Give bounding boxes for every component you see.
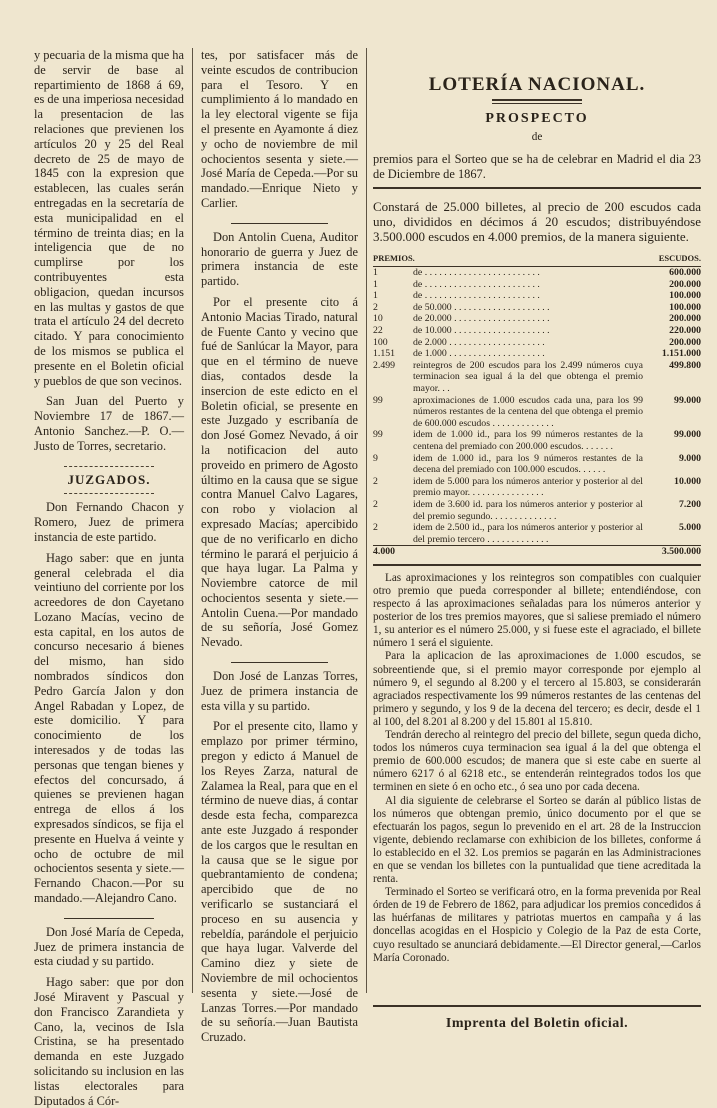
prize-row (373, 476, 701, 499)
prize-description: de 2.000 . . . . . . . . . . . . . . . . . . . . (413, 336, 545, 348)
prize-amount: 5.000 (678, 522, 701, 534)
prize-amount: 99.000 (674, 394, 701, 406)
prize-description: de . . . . . . . . . . . . . . . . . . . . . . . . (413, 267, 540, 279)
prize-row (373, 348, 701, 360)
col2-paragraph-1: tes, por satisfacer más de veinte escudos de contribucion para el Tesoro. Y en cumplimiento á lo mandado en la ley electoral vigente se fija el presente en Ayamonte á diez y ocho de noviembre de mil ochocientos sesenta y siete.—José María de Cepeda.—Por su mandado.—Enrique Nieto y Carlier. (201, 48, 358, 210)
prize-description: de 20.000 . . . . . . . . . . . . . . . . . . . . (413, 313, 550, 325)
prize-description: de . . . . . . . . . . . . . . . . . . . . . . . . (413, 278, 540, 290)
col1-paragraph-5: Hago saber: que por don José Miravent y Pascual y don Francisco Zarandieta y Cano, la, vecinos de Isla Cristina, se ha presentado demanda en este Juzgado solicitando su inclusion en las listas electorales para Diputados á Cór- (34, 975, 184, 1108)
prize-quantity: 1 (373, 267, 378, 279)
prize-quantity: 22 (373, 325, 383, 337)
separator-dashed (64, 466, 154, 467)
prize-quantity: 2 (373, 475, 378, 487)
prize-row (373, 267, 701, 279)
prize-amount: 1.151.000 (661, 348, 701, 360)
prize-row (373, 395, 701, 430)
prize-description: de . . . . . . . . . . . . . . . . . . . . . . . . (413, 290, 540, 302)
prize-amount: 100.000 (669, 290, 701, 302)
col3-paragraph-3: Tendrán derecho al reintegro del precio del billete, segun queda dicho, todos los números cuya terminacion sea igual á la del que obtenga el premio de 600.000 escudos; de manera que si este cabe en suerte al número 6217 ó al 6218 etc., se entenderán reintegrados todos los que terminen en siete ó en ocho etc., ó sea uno por cada decena. (373, 729, 701, 794)
prize-quantity: 9 (373, 452, 378, 464)
prize-row (373, 499, 701, 522)
col2-paragraph-4: Don José de Lanzas Torres, Juez de primera instancia de esta villa y su partido. (201, 669, 358, 713)
prize-amount: 499.800 (669, 359, 701, 371)
separator-line (373, 564, 701, 566)
col2-paragraph-5: Por el presente cito, llamo y emplazo por primer término, pregon y edicto á Manuel de los Reyes Zarza, natural de Zalamea la Real, para que en el término de nueve dias, á contar desde esta fecha, comparezca ante este Juzgado á responder de los cargos que le resultan en la causa que se le sigue por quebrantamiento de condena; apercibido que de no verificarlo se sustanciará el proceso en su ausencia y rebeldía, parándole el perjuicio que haya lugar. Valverde del Camino diez y siete de Noviembre de mil ochocientos sesenta y siete.—José de Lanzas Torres.—Por mandado de su señoría.—Juan Bautista Cruzado. (201, 719, 358, 1045)
col1-paragraph-2: Don Fernando Chacon y Romero, Juez de primera instancia de este partido. (34, 500, 184, 544)
lottery-title: LOTERÍA NACIONAL. (428, 74, 646, 95)
col3-paragraph-4: Al dia siguiente de celebrarse el Sorteo se darán al público listas de los números que obtengan premio, único documento por el que se efectuarán los pagos, segun lo prevenido en el art. 28 de la Instruccion vigente, debiendo reclamarse con exhibicion de los billetes, conforme á lo establecido en el 32. Los premios se pagarán en las Administraciones en que se vendan los billetes con la puntualidad que tiene acreditada la renta. (373, 794, 701, 886)
prize-amount: 220.000 (669, 325, 701, 337)
prize-total-quantity: 4.000 (373, 546, 413, 558)
prospectus-de: de (531, 131, 543, 144)
col1-paragraph-3: Hago saber: que en junta general celebrada el dia veintiuno del corriente por los acreedores de don Cayetano Lozano Macías, vecino de esta capital, en los autos de concurso necesario á bienes del mismo, han sido nombrados síndicos don Pedro García Jalon y don Angel Rabadan y Lopez, de este domicilio. Y para conocimiento de los interesados y de todas las personas que tengan bienes y efectos del concursado, á quienes se previenen hagan entrega de ellos á los expresados síndicos, se fija el presente en Huelva á veinte y ocho de octubre de mil ochocientos sesenta y siete.—Fernando Chacon.—Por su mandado.—Alejandro Cano. (34, 550, 184, 906)
prize-description: idem de 3.600 id. para los números anterior y posterior al del premio segundo. . . . . . . . . . . . . . (413, 498, 643, 522)
prize-quantity: 2 (373, 301, 378, 313)
prize-amount: 9.000 (678, 452, 701, 464)
prize-table-header-escudos: ESCUDOS. (643, 252, 701, 266)
prospectus-heading: PROSPECTO (485, 111, 589, 127)
prize-total-amount: 3.500.000 (643, 546, 701, 558)
separator-dashed (64, 493, 154, 494)
prize-amount: 600.000 (669, 267, 701, 279)
separator-line (64, 918, 154, 919)
prize-row (373, 302, 701, 314)
prize-description: de 50.000 . . . . . . . . . . . . . . . . . . . . (413, 301, 550, 313)
column-2 (201, 48, 358, 1045)
prospectus-lead: premios para el Sorteo que se ha de celebrar en Madrid el dia 23 de Diciembre de 1867. (373, 152, 701, 181)
prize-quantity: 99 (373, 429, 383, 441)
prize-row (373, 522, 701, 546)
separator-line (231, 662, 328, 663)
prize-amount: 10.000 (674, 475, 701, 487)
prize-quantity: 2 (373, 498, 378, 510)
prize-quantity: 1 (373, 278, 378, 290)
section-heading-juzgados: JUZGADOS. (67, 471, 151, 487)
prize-quantity: 100 (373, 336, 388, 348)
prize-row (373, 453, 701, 476)
prize-row (373, 360, 701, 395)
prize-amount: 200.000 (669, 278, 701, 290)
prize-row (373, 429, 701, 452)
prize-row (373, 290, 701, 302)
col3-paragraph-2: Para la aplicacion de las aproximaciones de 1.000 escudos, se sobreentiende que, si el premio mayor corresponde por ejemplo al número 9, el segundo al 8.200 y el tercero al 15.803, se considerarán agraciados respectivamente los 99 números restantes de las centenas del primero y segundo, y los 9 de la decena del tercero; es decir, desde el 1 al 100, del 8.201 al 8.200 y del 15.801 al 15.810. (373, 650, 701, 728)
prize-amount: 100.000 (669, 301, 701, 313)
prize-row (373, 337, 701, 349)
prize-description: idem de 1.000 id., para los 9 números restantes de la decena del premiado con 100.000 escudos. . . . . . (413, 452, 643, 476)
column-3 (373, 48, 701, 1030)
prize-description: reintegros de 200 escudos para los 2.499 números cuya terminacion sea igual á la del que obtenga el premio mayor. . . (413, 359, 643, 394)
prize-table-total-row (373, 546, 701, 558)
prize-description: idem de 2.500 id., para los números anterior y posterior al del premio tercero . . . . . . . . . . . . . (413, 522, 643, 545)
separator-line (373, 1005, 701, 1007)
column-rule-right (366, 48, 367, 993)
prize-amount: 99.000 (674, 429, 701, 441)
prize-description: idem de 5.000 para los números anterior y posterior al del premio mayor. . . . . . . . . . . . . . . . (413, 475, 643, 499)
prize-quantity: 10 (373, 313, 383, 325)
prize-amount: 7.200 (678, 498, 701, 510)
prospectus-intro: Constará de 25.000 billetes, al precio de 200 escudos cada uno, divididos en décimos á 20 escudos; distribuyéndose 3.500.000 escudos en 4.000 premios, de la manera siguiente. (373, 199, 701, 245)
col3-paragraph-1: Las aproximaciones y los reintegros son compatibles con cualquier otro premio que pueda corresponder al billete; entendiéndose, con respecto á las aproximaciones señaladas para los números anterior y posterior de los tres premios mayores, que si saliese premiado el número 1, su anterior es el número 25.000, y si fuese este el agraciado, el billete número 1 será el siguiente. (373, 571, 701, 650)
prize-table (373, 252, 701, 557)
separator-line (373, 187, 701, 189)
col1-paragraph-4: Don José María de Cepeda, Juez de primera instancia de esta ciudad y su partido. (34, 924, 184, 969)
prize-quantity: 2 (373, 522, 378, 534)
col3-paragraph-5: Terminado el Sorteo se verificará otro, en la forma prevenida por Real órden de 19 de Febrero de 1862, para adjudicar los premios concedidos á las huérfanas de militares y patriotas muertos en campaña y á las doncellas acogidas en el Hospicio y Colegio de la Paz de esta Corte, cuyo resultado se anunciará debidamente.—El Director general,—Carlos María Coronado. (373, 886, 701, 964)
prize-quantity: 1 (373, 290, 378, 302)
prize-description: de 10.000 . . . . . . . . . . . . . . . . . . . . (413, 325, 550, 337)
column-1 (34, 48, 184, 1108)
prize-quantity: 99 (373, 394, 383, 406)
prize-description: de 1.000 . . . . . . . . . . . . . . . . . . . . (413, 348, 545, 360)
prize-row (373, 325, 701, 337)
prize-quantity: 2.499 (373, 359, 396, 371)
separator-line (231, 223, 328, 224)
col2-paragraph-2: Don Antolin Cuena, Auditor honorario de guerra y Juez de primera instancia de este partido. (201, 229, 358, 289)
prize-description: aproximaciones de 1.000 escudos cada una, para los 99 números restantes de la centena del que obtenga el premio de 600.000 escudos . . . . . . . . . . . . . (413, 394, 643, 429)
prize-row (373, 313, 701, 325)
title-ornament (492, 99, 582, 104)
prize-row (373, 279, 701, 291)
prize-quantity: 1.151 (373, 348, 396, 360)
col2-paragraph-3: Por el presente cito á Antonio Macias Tirado, natural de Fuente Canto y vecino que fué de Sanlúcar la Mayor, para que en el término de nueve dias, contados desde la insercion de este edicto en el Boletin oficial, se presente en este Juzgado y escribanía de don José Gomez Nevado, á oir la notificacion del auto proveido en primero de Agosto último en la causa que se sigue contra Manuel Calvo Lagares, con robo y violacion al expresado Macías; apercibido que de no verificarlo en dicho término le parará el perjuicio á que haya lugar. La Palma y Noviembre catorce de mil ochocientos sesenta y siete.—Antolin Cuena.—Por mandado de su señoría, José Gomez Nevado. (201, 294, 358, 650)
prize-table-header-premios: PREMIOS. (373, 252, 643, 266)
prize-description: idem de 1.000 id., para los 99 números restantes de la centena del premiado con 200.000 escudos. . . . . . . (413, 429, 643, 452)
prize-amount: 200.000 (669, 313, 701, 325)
prize-amount: 200.000 (669, 336, 701, 348)
column-rule-left (192, 48, 193, 993)
col1-paragraph-1: y pecuaria de la misma que ha de servir de base al repartimiento de 1868 á 69, es de una imperiosa necesidad la presentacion de las relaciones que previenen los artículos 20 y 25 del Real decreto de 25 de mayo de 1845 con la expresion que establecen, las cuales serán entregadas en la secretaría de esta municipalidad en el término de treinta dias; en la inteligencia que de no cumplirse por los contribuyentes esta obligacion, quedan incursos en las multas y gastos de que trata el artículo 24 del decreto citado. Y para conocimiento de los mismos se publica el presente en el Boletin oficial y pueblos de que son vecinos. (34, 48, 185, 388)
prize-table-body (373, 267, 701, 546)
col1-signature-1: San Juan del Puerto y Noviembre 17 de 1867.—Antonio Sanchez.—P. O.—Justo de Torres, secretario. (34, 394, 184, 453)
printer-imprint: Imprenta del Boletin oficial. (445, 1015, 629, 1031)
